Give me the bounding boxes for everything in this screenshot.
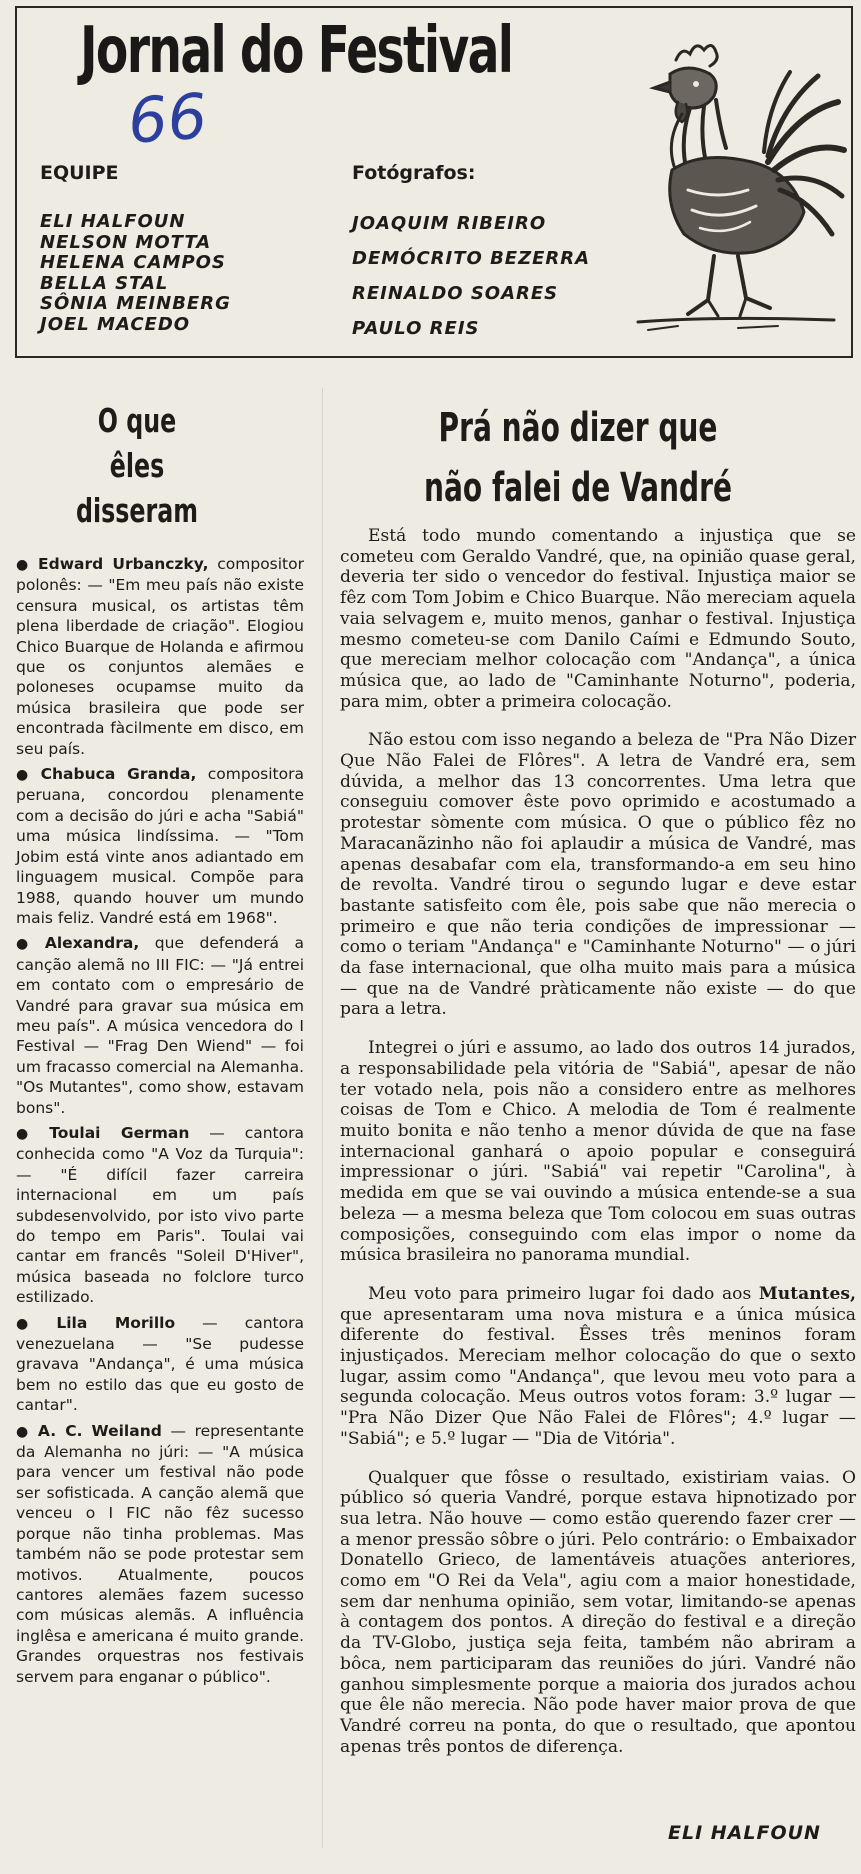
bullet-icon: ● — [16, 1125, 44, 1142]
article-paragraph: Qualquer que fôsse o resultado, existiriam vaias. O público só queria Vandré, porque estava hipnotizado por sua letra. Não houve — como estão querendo fazer crer — a menor pressão sôbre o júri. Pelo contrário: o Embaixador Donatello Grieco, de lamentáveis atuações anteriores, como em "O Rei da Vela", agiu com a maior honestidade, sem dar nenhuma opinião, sem votar, limitando-se apenas à contagem dos pontos. A direção do festival e a direção da TV-Globo, justiça seja feita, também não abriram a bôca, nem participaram das reuniões do júri. Vandré não ganhou simplesmente porque a maioria dos jurados achou que êle não merecia. Não pode haver maior prova de que Vandré correu na ponta, do que o resultado, que apontou apenas três pontos de diferença. — [340, 1467, 856, 1757]
paragraph-emphasis: Mutantes, — [758, 1283, 856, 1304]
paragraph-lead: Meu voto para primeiro lugar foi dado aos — [368, 1283, 759, 1304]
quotes-column — [16, 554, 304, 1692]
article-paragraph: Está todo mundo comentando a injustiça que se cometeu com Geraldo Vandré, que, na opinião quase geral, deveria ter sido o vencedor do festival. Injustiça maior se fêz com Tom Jobim e Chico Buarque. Não mereciam aquela vaia selvagem e, muito menos, ganhar o festival. Injustiça mesmo cometeu-se com Danilo Caími e Edmundo Souto, que mereciam melhor colocação com "Andança", a única música que, ao lado de "Caminhante Noturno", poderia, para mim, obter a primeira colocação. — [340, 526, 856, 712]
quote-item — [16, 554, 304, 759]
team-member: BELLA STAL — [40, 272, 169, 294]
left-headline-line: O que — [97, 401, 177, 440]
quote-speaker: Chabuca Granda, — [40, 765, 197, 784]
quote-speaker: Edward Urbanczky, — [38, 555, 209, 573]
left-headline-line: disseram — [75, 491, 199, 530]
column-divider — [322, 388, 323, 1848]
bullet-icon: ● — [16, 557, 33, 573]
left-headline — [69, 398, 205, 533]
photographers-label: Fotógrafos: — [352, 162, 476, 184]
bullet-icon: ● — [16, 1423, 32, 1440]
quote-text: — cantora conhecida como "A Voz da Turquia": — "É difícil fazer carreira internacional em um país subdesenvolvido, por isto vivo parte do tempo em Paris". Toulai vai cantar em francês "Soleil D'Hiver", música baseada no folclore turco estilizado. — [16, 1123, 304, 1307]
photographer: PAULO REIS — [352, 318, 480, 339]
article-headline-line: Prá não dizer que — [438, 405, 718, 451]
photographer: REINALDO SOARES — [352, 283, 559, 304]
photographers-list — [352, 206, 590, 346]
article-headline-line: não falei de Vandré — [424, 465, 732, 511]
quote-text: compositor polonês: — "Em meu país não existe censura musical, os artistas têm plena liberdade de criação". Elogiou Chico Buarque de Holanda e afirmou que os conjuntos alemães e poloneses ocupamse muito da música brasileira que pode ser encontrada fàcilmente em disco, em seu país. — [16, 555, 304, 758]
quote-item — [16, 764, 304, 928]
photographer: JOAQUIM RIBEIRO — [352, 213, 547, 234]
quote-text: — representante da Alemanha no júri: — "A música para vencer um festival não pode ser sofisticada. A canção alemã que venceu o I FIC não fêz sucesso porque não tinha problemas. Mas também não se pode protestar sem motivos. Atualmente, poucos cantores alemães fazem sucesso com músicas alemãs. A influência inglêsa e americana é muito grande. Grandes orquestras nos festivais servem para enganar o público". — [16, 1421, 305, 1686]
team-member: SÔNIA MEINBERG — [40, 293, 231, 314]
team-label: EQUIPE — [40, 162, 119, 184]
bullet-icon: ● — [16, 936, 39, 953]
paragraph-rest: que apresentaram uma nova mistura e a única música diferente do festival. Êsses três meninos foram injustiçados. Mereciam melhor colocação do que o sexto lugar, assim como "Andança", que levou meu voto para a segunda colocação. Meus outros votos foram: 3.º lugar — "Pra Não Dizer Que Não Falei de Flôres"; 4.º lugar — "Sabiá"; e 5.º lugar — "Dia de Vitória". — [340, 1304, 856, 1449]
team-list — [40, 212, 231, 335]
quote-speaker: Alexandra, — [44, 934, 140, 953]
handwritten-number: 66 — [125, 79, 210, 158]
team-member: ELI HALFOUN — [40, 211, 186, 232]
masthead-title: Jornal do Festival — [80, 14, 513, 88]
article-paragraph: Não estou com isso negando a beleza de "Pra Não Dizer Que Não Falei de Flôres". A letra de Vandré era, sem dúvida, a melhor das 13 concorrentes. Uma letra que conseguiu comover êste povo oprimido e acostumado a protestar sòmente com música. O que o público fêz no Maracanãzinho não foi aplaudir a música de Vandré, mas apenas desabafar com ela, transformando-a em seu hino de revolta. Vandré tirou o segundo lugar e deve estar bastante satisfeito com êle, pois sabe que não merecia o primeiro e que não teria condições de impressionar — como o teriam "Andança" e "Caminhante Noturno" — o júri da fase internacional, que olha muito mais para a música — que na de Vandré pràticamente não existe — do que para a letra. — [340, 730, 856, 1020]
article-headline — [422, 398, 734, 518]
left-headline-line: êles — [109, 446, 165, 485]
quote-item — [16, 1421, 304, 1687]
article-body — [340, 526, 856, 1775]
photographer: DEMÓCRITO BEZERRA — [352, 248, 591, 269]
quote-text: que defenderá a canção alemã no III FIC: — "Já entrei em contato com o empresário de Vandré para gravar sua música em meu país". A música vencedora do I Festival — "Frag Den Wiend" — foi um fracasso comercial na Alemanha. "Os Mutantes", como show, estavam bons". — [16, 934, 305, 1117]
quote-item — [16, 1313, 304, 1416]
quote-text: — cantora venezuelana — "Se pudesse gravava "Andança", é uma música bem no estilo das que eu gosto de cantar". — [16, 1313, 304, 1415]
quote-speaker: A. C. Weiland — [37, 1421, 162, 1440]
bullet-icon: ● — [16, 767, 35, 784]
byline: ELI HALFOUN — [668, 1822, 821, 1844]
quote-item — [16, 933, 304, 1118]
quote-text: compositora peruana, concordou plenamente com a decisão do júri e acha "Sabiá" uma música lindíssima. — "Tom Jobim está vinte anos adiantado em linguagem musical. Compõe para 1988, quando houver um mundo mais feliz. Vandré está em 1968". — [16, 765, 304, 927]
team-member: HELENA CAMPOS — [40, 252, 226, 273]
article-paragraph: Integrei o júri e assumo, ao lado dos outros 14 jurados, a responsabilidade pela vitória de "Sabiá", apesar de não ter votado nela, pois não a considero entre as melhores coisas de Tom e Chico. A melodia de Tom é realmente muito bonita e não tenho a menor dúvida de que na fase internacional ganhará o apoio popular e conseguirá impressionar o júri. "Sabiá" vai repetir "Carolina", à medida em que se vai ouvindo a música entende-se a sua beleza — a mesma beleza que Tom colocou em suas outras composições, conseguindo com elas impor o nome da música brasileira no panorama mundial. — [340, 1038, 856, 1266]
team-member: NELSON MOTTA — [40, 231, 212, 253]
rooster-illustration-icon — [618, 30, 850, 336]
quote-item — [16, 1123, 304, 1308]
bullet-icon: ● — [16, 1315, 51, 1332]
quote-speaker: Lila Morillo — [56, 1313, 176, 1332]
article-paragraph — [340, 1284, 856, 1450]
team-member: JOEL MACEDO — [40, 313, 191, 335]
quote-speaker: Toulai German — [49, 1123, 190, 1142]
